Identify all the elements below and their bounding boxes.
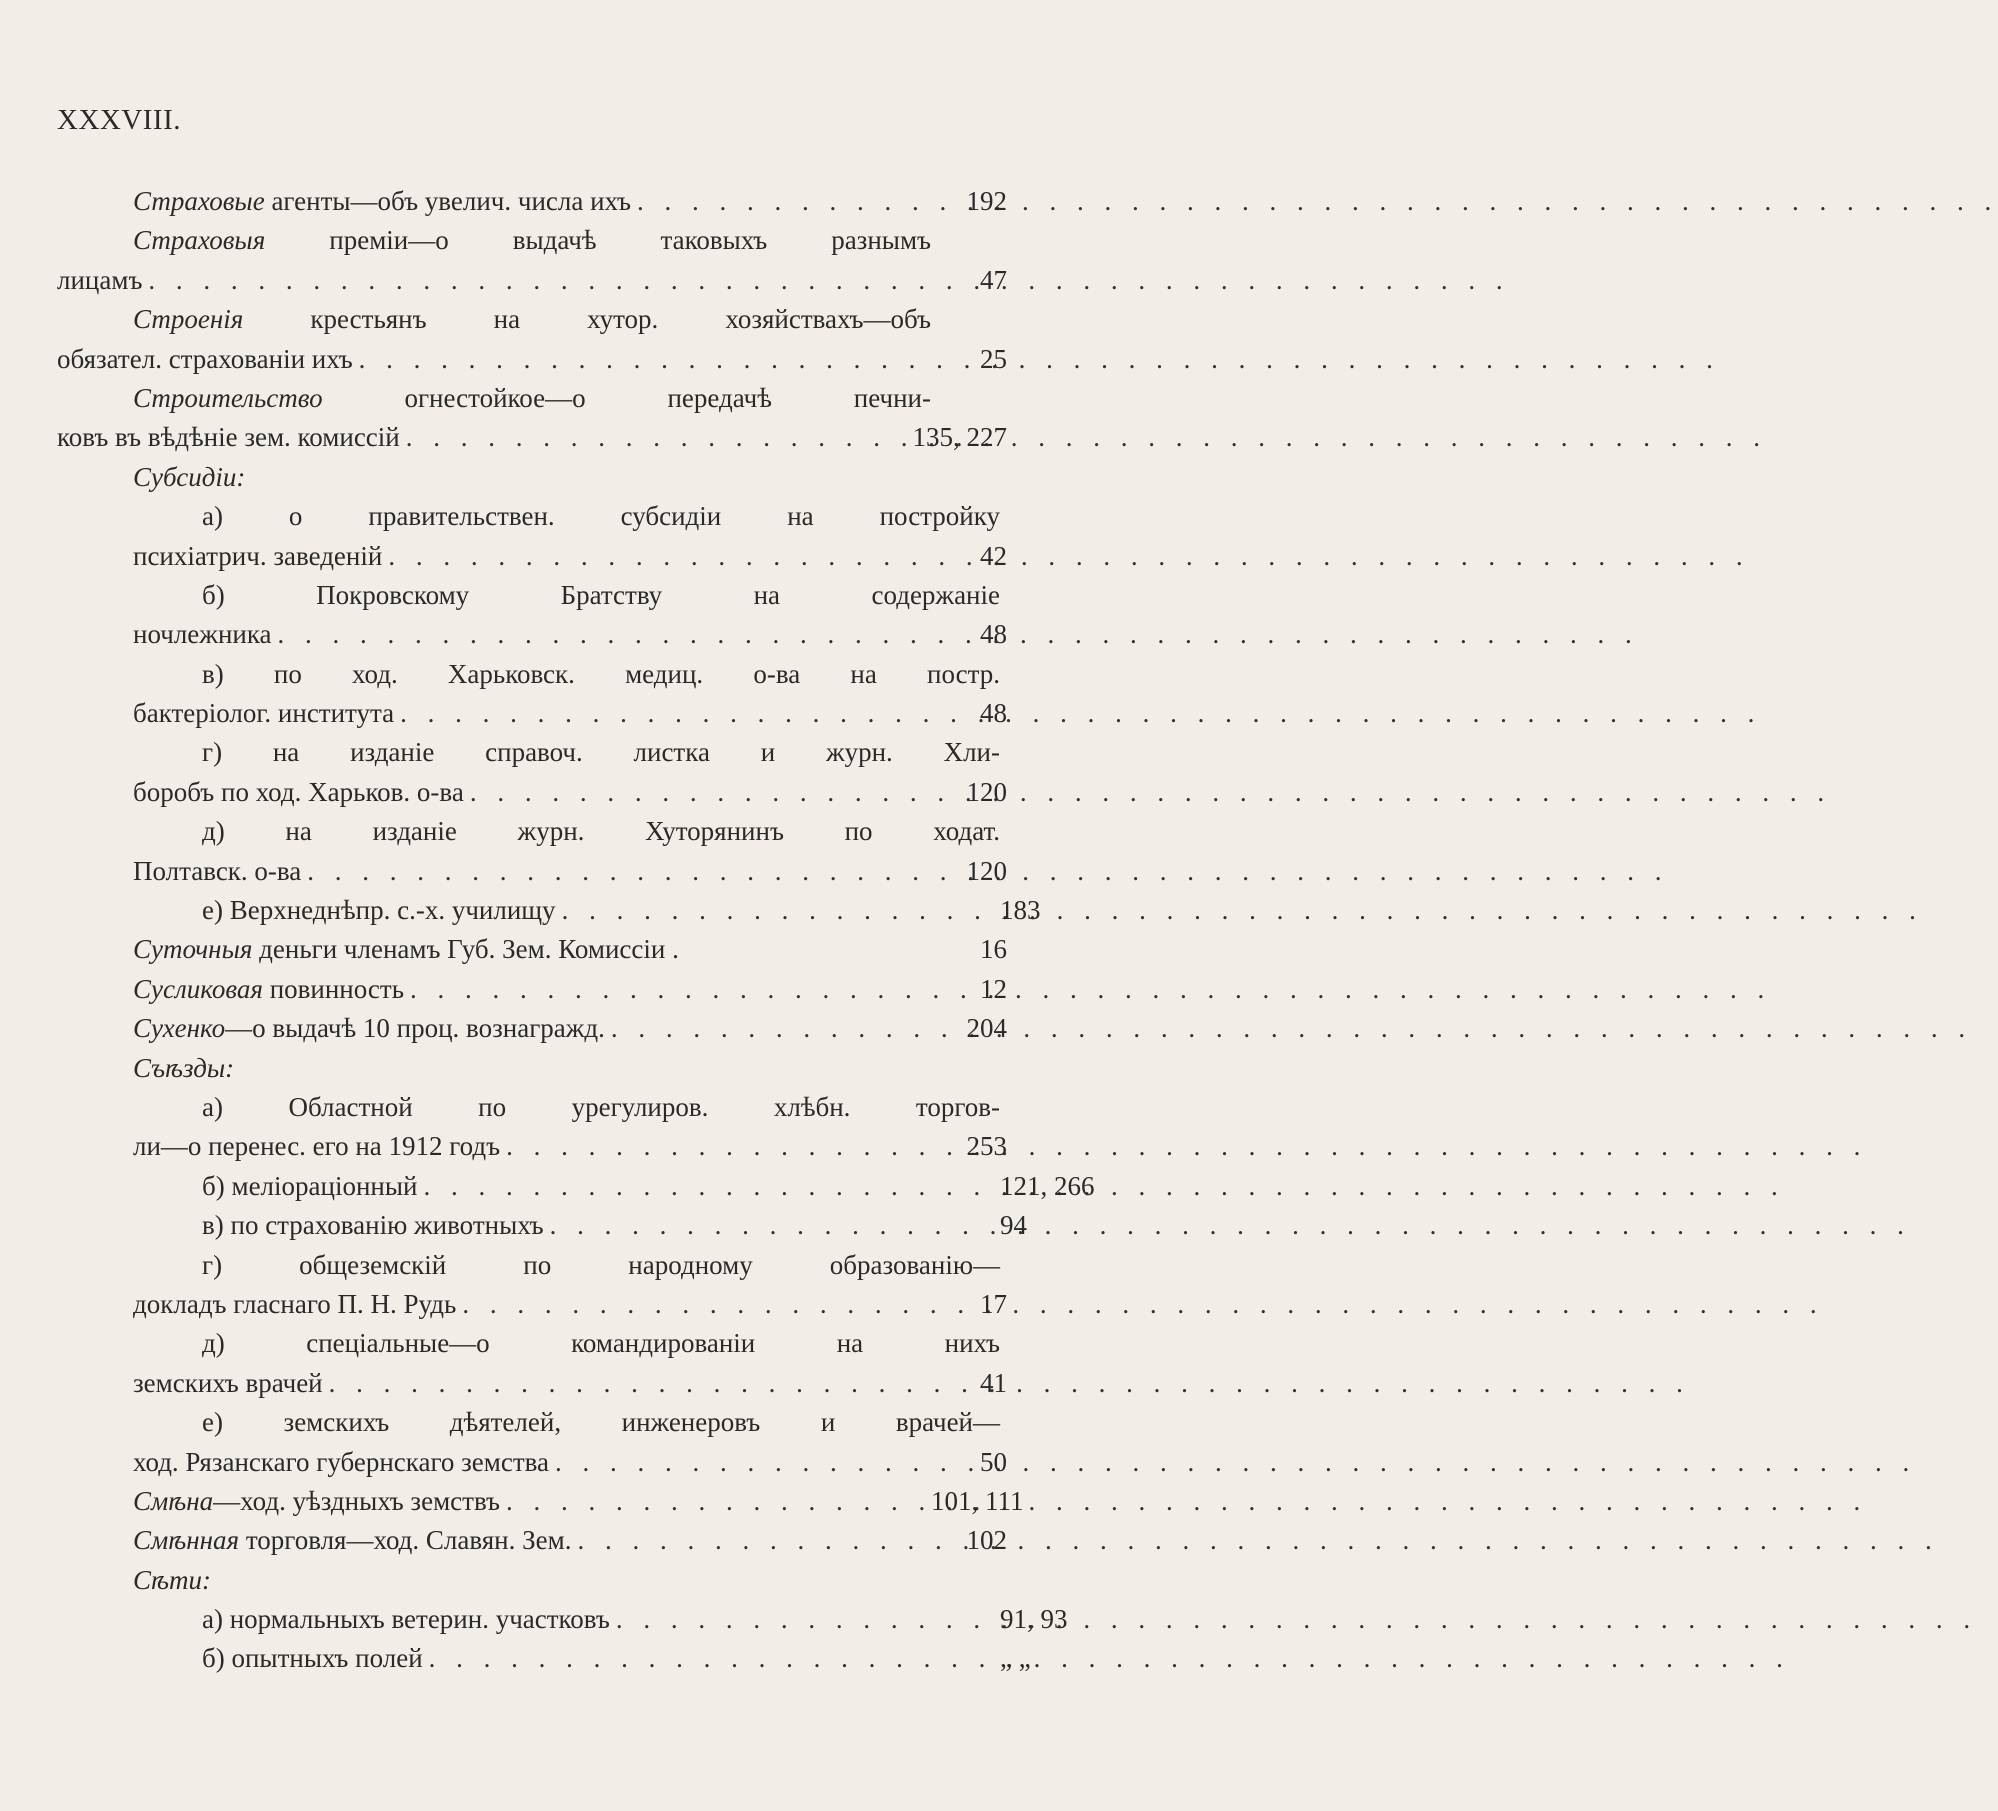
entry-term: Строительство [133, 382, 323, 413]
dot-leader [506, 1482, 1867, 1521]
index-line [57, 733, 1007, 772]
dot-leader [148, 261, 1509, 300]
index-line [57, 1600, 1068, 1639]
page-reference: 121, 266 [1000, 1170, 1095, 1201]
entry-text [57, 1482, 931, 1521]
dot-leader [423, 1167, 1784, 1206]
page-reference: 48 [980, 619, 1007, 650]
entry-label [133, 615, 272, 654]
index-line [57, 458, 1007, 497]
entry-text [57, 300, 931, 339]
dot-leader [400, 694, 1761, 733]
entry-term: Сусликовая [133, 973, 263, 1004]
entry-label [202, 1246, 1000, 1285]
entry-text [57, 1167, 1000, 1206]
entry-text [57, 221, 931, 260]
entry-description: ли—о перенес. его на 1912 годъ [133, 1131, 501, 1162]
entry-label [133, 1364, 323, 1403]
entry-description: ковъ въ вѣдѣніе зем. комиссій [57, 422, 400, 453]
entry-description: —ход. уѣздныхъ земствъ [213, 1485, 500, 1516]
entry-label [133, 221, 931, 260]
entry-description: в) по страхованію животныхъ [202, 1210, 544, 1241]
entry-term: Страховыя [133, 225, 266, 256]
entry-description: е) земскихъ дѣятелей, инженеровъ и врачей— [202, 1407, 1000, 1438]
index-line [57, 812, 1007, 851]
index-line [57, 379, 1007, 418]
entry-label [202, 1206, 544, 1245]
page-reference: 135, 227 [912, 422, 1007, 453]
page-reference: 253 [966, 1131, 1007, 1162]
index-line [57, 300, 1007, 339]
entry-label [202, 576, 1000, 615]
dot-leader [406, 418, 1767, 457]
dot-leader [329, 1364, 1690, 1403]
entry-label [57, 418, 400, 457]
page-reference: 120 [966, 855, 1007, 886]
entry-description: огнестойкое—о передачѣ печни- [322, 382, 931, 413]
index-line [57, 576, 1007, 615]
entry-description: психіатрич. заведеній [133, 540, 383, 571]
entry-label [133, 1482, 500, 1521]
entry-label [202, 1324, 1000, 1363]
entry-label [133, 182, 631, 221]
entry-description: в) по ход. Харьковск. медиц. о-ва на постр. [202, 658, 1000, 689]
dot-leader [637, 182, 1998, 221]
index-line [57, 1088, 1007, 1127]
page-reference: 101, 111 [931, 1485, 1024, 1516]
page-reference: 47 [980, 264, 1007, 295]
entry-text [57, 1364, 931, 1403]
entry-text [57, 1324, 1000, 1363]
index-line [57, 340, 1007, 379]
index-line [57, 221, 1007, 260]
entry-text [57, 1127, 931, 1166]
page-reference: 183 [1000, 895, 1041, 926]
page-number: XXXVIII. [57, 104, 181, 136]
index-line [57, 182, 1007, 221]
entry-label [133, 1285, 456, 1324]
entry-text [57, 655, 1000, 694]
index-line [57, 1521, 1007, 1560]
entry-label [133, 1521, 571, 1560]
dot-leader [616, 1600, 1977, 1639]
entry-label [202, 1600, 610, 1639]
index-line [57, 773, 1007, 812]
entry-term: Строенія [133, 304, 244, 335]
entry-text [57, 1561, 931, 1600]
index-line [57, 852, 1007, 891]
page-reference: 16 [980, 934, 1007, 965]
entry-text [57, 694, 931, 733]
entry-text [57, 1088, 1000, 1127]
entry-description: е) Верхнеднѣпр. с.-х. училищу [202, 895, 556, 926]
entry-label [202, 1403, 1000, 1442]
index-line [57, 1009, 1007, 1048]
entry-label [202, 733, 1000, 772]
entry-description: боробъ по ход. Харьков. о-ва [133, 776, 464, 807]
index-line [57, 497, 1007, 536]
entry-label [57, 340, 353, 379]
dot-leader [506, 1127, 1867, 1166]
entry-description: деньги членамъ Губ. Зем. Комиссіи . [252, 934, 679, 965]
entry-text [57, 458, 931, 497]
entry-description: докладъ гласнаго П. Н. Рудь [133, 1288, 457, 1319]
entry-label [133, 1049, 234, 1088]
page-reference: 41 [980, 1367, 1007, 1398]
index-line [57, 1285, 1007, 1324]
dot-leader [562, 891, 1923, 930]
entry-term: Съѣзды: [133, 1052, 235, 1083]
entry-description: бактеріолог. института [133, 698, 395, 729]
entry-label [202, 497, 1000, 536]
dot-leader [359, 340, 1720, 379]
entry-description: б) опытныхъ полей [202, 1643, 423, 1674]
entry-description: д) спеціальные—о командированіи на нихъ [202, 1328, 1000, 1359]
entry-description: лицамъ [57, 264, 143, 295]
entry-term: Страховые [133, 186, 265, 216]
index-line [57, 930, 1007, 969]
page-reference: 17 [980, 1288, 1007, 1319]
entry-description: агенты—объ увелич. числа ихъ [264, 186, 631, 216]
entry-description: ход. Рязанскаго губернскаго земства [133, 1446, 550, 1477]
dot-leader [611, 1009, 1972, 1048]
index-line [57, 1049, 1007, 1088]
entry-text [57, 1206, 1000, 1245]
entry-text [57, 418, 855, 457]
entry-text [57, 1443, 931, 1482]
entry-description: повинность [262, 973, 405, 1004]
page-reference: „ „ [1000, 1643, 1031, 1674]
entry-description: ночлежника [133, 619, 272, 650]
entry-description: а) о правительствен. субсидіи на постройку [202, 501, 1000, 532]
entry-text [57, 1639, 1000, 1678]
index-line [57, 1364, 1007, 1403]
page-reference: 48 [980, 698, 1007, 729]
index-line [57, 655, 1007, 694]
index-line [57, 970, 1007, 1009]
page-reference: 50 [980, 1446, 1007, 1477]
entry-label [202, 1639, 423, 1678]
entry-description: преміи—о выдачѣ таковыхъ разнымъ [265, 225, 931, 256]
page-reference: 120 [966, 776, 1007, 807]
entry-label [133, 1009, 605, 1048]
page-reference: 204 [966, 1013, 1007, 1044]
page-reference: 25 [980, 343, 1007, 374]
entry-text [57, 182, 931, 221]
index-line [57, 694, 1007, 733]
entry-term: Суточныя [133, 934, 253, 965]
entry-description: торговля—ход. Славян. Зем. [239, 1525, 572, 1556]
dot-leader [550, 1206, 1911, 1245]
entry-text [57, 1009, 931, 1048]
index-line [57, 1482, 1024, 1521]
page-reference: 102 [966, 1525, 1007, 1556]
entry-label [133, 1443, 549, 1482]
entry-description: б) меліораціонный [202, 1170, 418, 1201]
entry-label [133, 1561, 211, 1600]
entry-term: Субсидіи: [133, 461, 246, 492]
entry-label [133, 694, 394, 733]
index-line [57, 615, 1007, 654]
page-reference: 12 [980, 973, 1007, 1004]
index-line [57, 1324, 1007, 1363]
page-reference: 91, 93 [1000, 1604, 1068, 1635]
entry-text [57, 379, 931, 418]
dot-leader [470, 773, 1831, 812]
index-line [57, 1127, 1007, 1166]
entry-description: г) общеземскій по народному образованію— [202, 1249, 1000, 1280]
entry-label [202, 1088, 1000, 1127]
entry-description: обязател. страхованіи ихъ [57, 343, 353, 374]
entry-text [57, 537, 931, 576]
entry-description: Полтавск. о-ва [133, 855, 302, 886]
entry-label [202, 1167, 417, 1206]
index-line [57, 1403, 1007, 1442]
entry-label [202, 812, 1000, 851]
entry-label [133, 1127, 500, 1166]
entry-text [57, 970, 931, 1009]
entry-description: крестьянъ на хутор. хозяйствахъ—объ [243, 304, 931, 335]
entry-label [133, 300, 931, 339]
entry-label [202, 655, 1000, 694]
entry-term: Смѣна [133, 1485, 214, 1516]
dot-leader [388, 537, 1749, 576]
entry-text [57, 1285, 931, 1324]
entry-label [133, 458, 245, 497]
entry-text [57, 891, 1000, 930]
entry-text [57, 733, 1000, 772]
subject-index [57, 182, 1095, 1679]
index-line [57, 1246, 1007, 1285]
entry-description: земскихъ врачей [133, 1367, 323, 1398]
entry-text [57, 1403, 1000, 1442]
entry-description: —о выдачѣ 10 проц. вознагражд. [225, 1013, 605, 1044]
entry-label [133, 379, 931, 418]
entry-label [133, 773, 464, 812]
dot-leader [429, 1639, 1790, 1678]
entry-term: Сѣти: [133, 1564, 212, 1595]
page-reference: 42 [980, 540, 1007, 571]
entry-text [57, 812, 1000, 851]
dot-leader [462, 1285, 1823, 1324]
entry-description: а) Областной по урегулиров. хлѣбн. торгов- [202, 1091, 1000, 1122]
index-line [57, 891, 1041, 930]
entry-term: Сухенко [133, 1013, 226, 1044]
entry-label [133, 852, 301, 891]
index-line [57, 537, 1007, 576]
entry-description: б) Покровскому Братству на содержаніе [202, 579, 1000, 610]
entry-label [133, 537, 382, 576]
entry-text [57, 497, 1000, 536]
entry-text [57, 261, 855, 300]
entry-text [57, 1049, 931, 1088]
entry-label [202, 891, 556, 930]
index-line [57, 1167, 1095, 1206]
entry-label [133, 970, 404, 1009]
entry-label [57, 261, 142, 300]
entry-label [133, 930, 679, 969]
entry-text [57, 852, 931, 891]
page-reference: 94 [1000, 1210, 1027, 1241]
entry-text [57, 1246, 1000, 1285]
index-line [57, 418, 1007, 457]
entry-text [57, 930, 931, 969]
entry-text [57, 1600, 1000, 1639]
index-line [57, 1561, 1007, 1600]
entry-description: г) на изданіе справоч. листка и журн. Хли- [202, 737, 1000, 768]
entry-text [57, 615, 931, 654]
entry-text [57, 576, 1000, 615]
entry-description: а) нормальныхъ ветерин. участковъ [202, 1604, 610, 1635]
index-line [57, 1443, 1007, 1482]
index-line [57, 1206, 1027, 1245]
entry-text [57, 1521, 931, 1560]
entry-term: Смѣнная [133, 1525, 240, 1556]
entry-text [57, 773, 931, 812]
dot-leader [410, 970, 1771, 1009]
page-reference: 192 [966, 186, 1007, 216]
entry-text [57, 340, 855, 379]
index-line [57, 1639, 1031, 1678]
dot-leader [555, 1443, 1916, 1482]
dot-leader [577, 1521, 1938, 1560]
entry-description: д) на изданіе журн. Хуторянинъ по ходат. [202, 816, 1000, 847]
index-line [57, 261, 1007, 300]
